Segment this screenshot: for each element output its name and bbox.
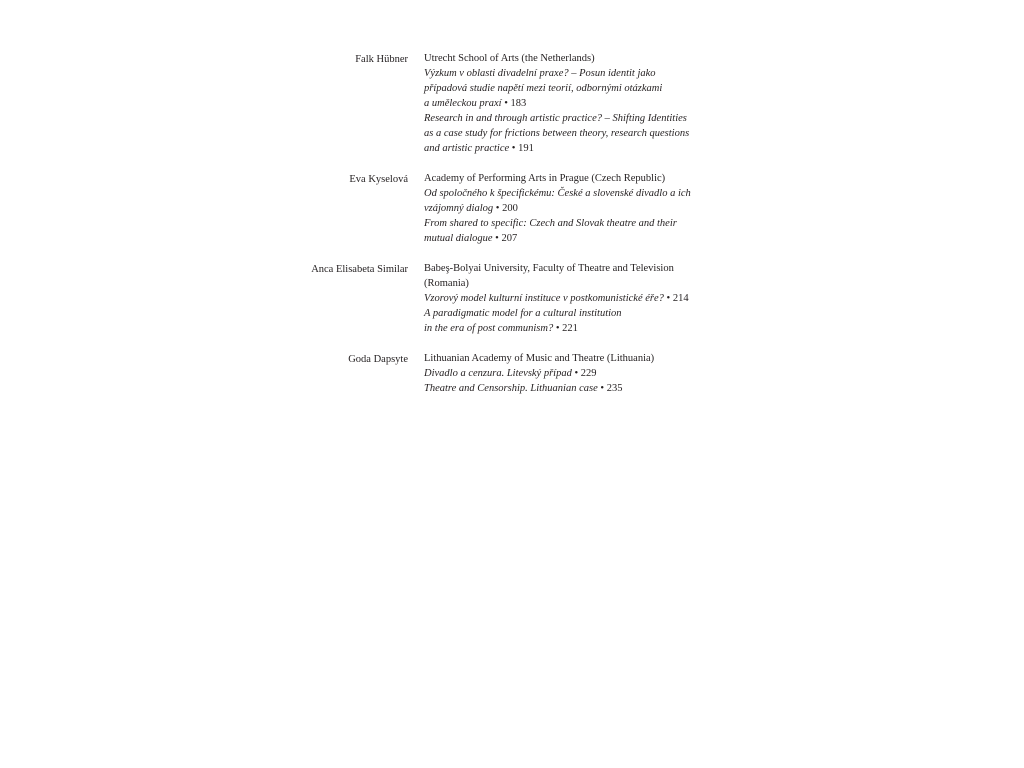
entry-details — [424, 51, 724, 156]
article-title-line: vzájomný dialog — [424, 203, 494, 214]
author-name: Goda Dapsyte — [348, 354, 408, 365]
toc-entry — [280, 171, 740, 246]
page-number: 207 — [501, 233, 518, 244]
page-number: 214 — [672, 293, 689, 304]
article-english: From shared to specific: Czech and Slovak theatre and their mutual dialogue • 207 — [424, 218, 677, 244]
article-title-line: Od spoločného k špecifickému: České a slovenské divadlo a ich — [424, 188, 691, 199]
article-english: Research in and through artistic practice? – Shifting Identities as a case study for frictions between theory, research questions and artistic practice • 191 — [424, 113, 690, 154]
article-title-line: in the era of post communism? — [424, 323, 554, 334]
article-czech: Výzkum v oblasti divadelní praxe? – Posun identit jako případová studie napětí mezi teorií, odbornými otázkami a uměleckou praxí • 183 — [424, 68, 663, 109]
article-english: Theatre and Censorship. Lithuanian case • 235 — [424, 383, 623, 394]
article-title-line: as a case study for frictions between theory, research questions — [424, 128, 690, 139]
page-number: 191 — [518, 143, 534, 154]
page-number: 183 — [510, 98, 527, 109]
affiliation: (Romania) — [424, 278, 469, 289]
page-number: 235 — [606, 383, 623, 394]
entry-details — [424, 171, 724, 246]
article-czech: Vzorový model kulturní instituce v postkomunistické éře? • 214 — [424, 293, 689, 304]
article-slovak: Od spoločného k špecifickému: České a slovenské divadlo a ich vzájomný dialog • 200 — [424, 188, 691, 214]
affiliation: Academy of Performing Arts in Prague (Czech Republic) — [424, 173, 666, 184]
article-title-line: Divadlo a cenzura. Litevský případ — [424, 368, 572, 379]
article-title-line: případová studie napětí mezi teorií, odbornými otázkami — [424, 83, 663, 94]
article-title-line: mutual dialogue — [424, 233, 493, 244]
article-title-line: and artistic practice — [424, 143, 510, 154]
article-title-line: From shared to specific: Czech and Slovak theatre and their — [424, 218, 677, 229]
toc-entry — [280, 351, 740, 396]
author-name: Eva Kyselová — [349, 174, 408, 185]
affiliation: Babeş-Bolyai University, Faculty of Theatre and Television — [424, 263, 674, 274]
page-number: 221 — [562, 323, 578, 334]
entry-details — [424, 261, 724, 336]
page-number: 229 — [580, 368, 597, 379]
page-number: 200 — [502, 203, 518, 214]
article-title-line: a uměleckou praxí — [424, 98, 502, 109]
affiliation: Utrecht School of Arts (the Netherlands) — [424, 53, 595, 64]
article-title-line: Theatre and Censorship. Lithuanian case — [424, 383, 598, 394]
article-title-line: Research in and through artistic practice? – Shifting Identities — [424, 113, 687, 124]
article-english: A paradigmatic model for a cultural institution in the era of post communism? • 221 — [424, 308, 622, 334]
author-name: Anca Elisabeta Similar — [311, 264, 408, 275]
author-name: Falk Hübner — [355, 54, 408, 65]
table-of-contents — [280, 51, 740, 411]
toc-entry — [280, 51, 740, 156]
toc-entry — [280, 261, 740, 336]
article-czech: Divadlo a cenzura. Litevský případ • 229 — [424, 368, 597, 379]
article-title-line: A paradigmatic model for a cultural institution — [424, 308, 622, 319]
affiliation: Lithuanian Academy of Music and Theatre (Lithuania) — [424, 353, 655, 364]
article-title-line: Vzorový model kulturní instituce v postkomunistické éře? — [424, 293, 664, 304]
entry-details — [424, 351, 724, 396]
article-title-line: Výzkum v oblasti divadelní praxe? – Posun identit jako — [424, 68, 656, 79]
